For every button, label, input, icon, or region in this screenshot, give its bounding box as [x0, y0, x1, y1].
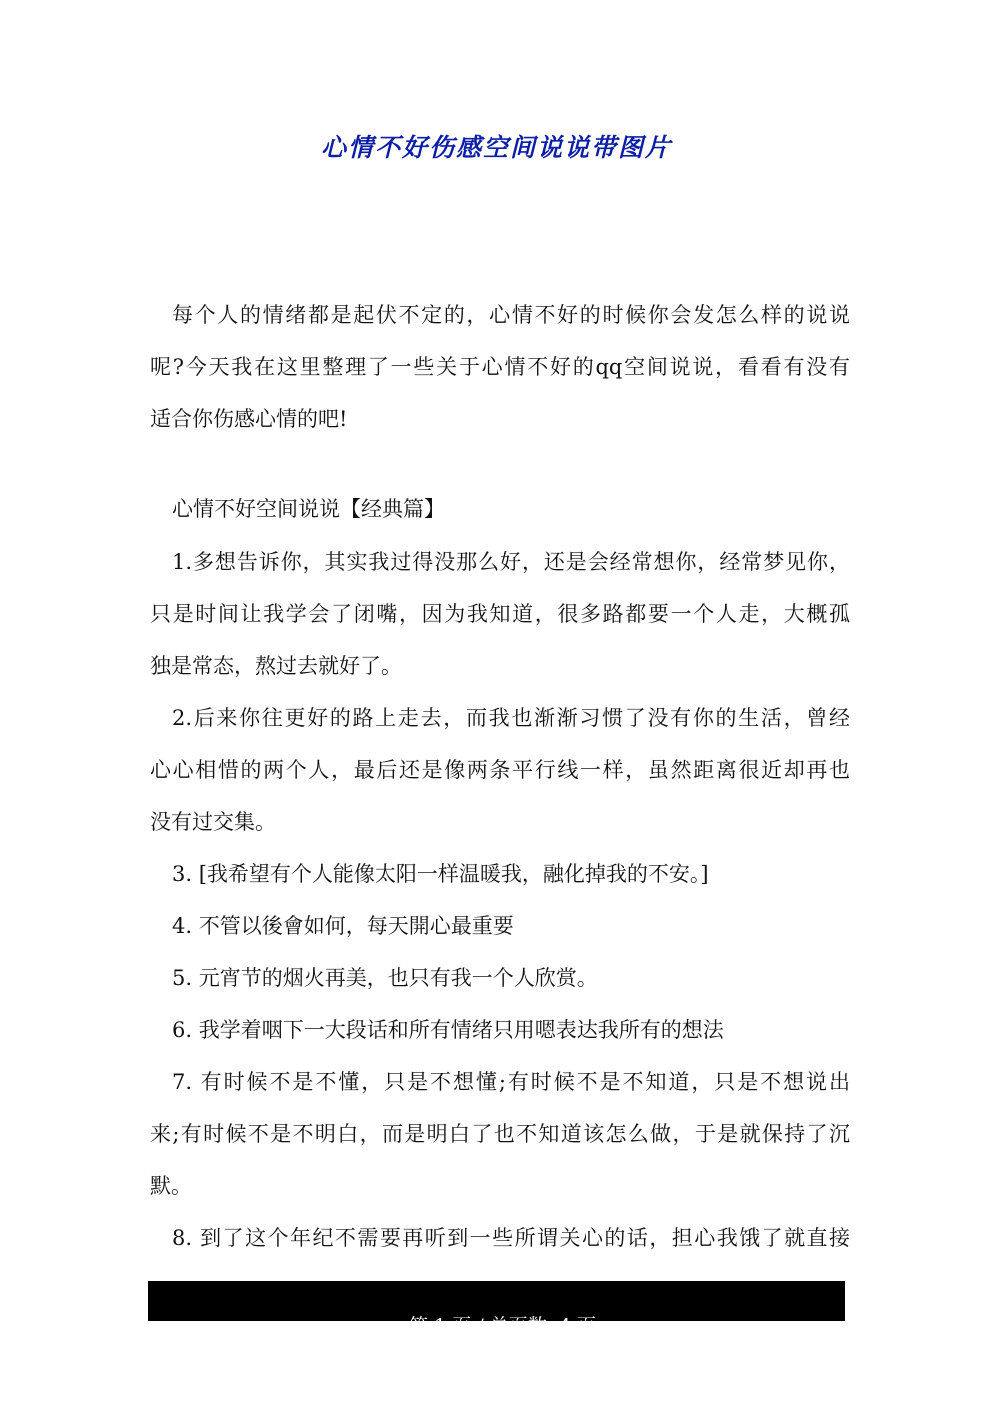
list-item-3: 3. [我希望有个人能像太阳一样温暖我，融化掉我的不安。] — [172, 862, 709, 886]
list-item-2-line-2: 心心相惜的两个人，最后还是像两条平行线一样，虽然距离很近却再也 — [150, 758, 850, 782]
list-item-8-line-1: 8. 到了这个年纪不需要再听到一些所谓关心的话，担心我饿了就直接 — [172, 1226, 850, 1250]
list-item-7-line-3: 默。 — [150, 1174, 192, 1198]
section-heading: 心情不好空间说说【经典篇】 — [172, 497, 445, 521]
page-footer — [148, 1281, 845, 1337]
page-title: 心情不好伤感空间说说带图片 — [320, 133, 672, 162]
list-item-7-line-1: 7. 有时候不是不懂，只是不想懂;有时候不是不知道，只是不想说出 — [172, 1070, 850, 1094]
list-item-7-line-2: 来;有时候不是不明白，而是明白了也不知道该怎么做，于是就保持了沉 — [150, 1122, 850, 1146]
list-item-1-line-1: 1.多想告诉你，其实我过得没那么好，还是会经常想你，经常梦见你， — [172, 550, 850, 574]
page-number-label: 第 1 页 / 总页数 4 页 — [409, 1315, 596, 1337]
list-item-2-line-3: 没有过交集。 — [150, 810, 276, 834]
intro-line-1: 每个人的情绪都是起伏不定的，心情不好的时候你会发怎么样的说说 — [172, 303, 850, 327]
intro-line-2: 呢?今天我在这里整理了一些关于心情不好的qq空间说说，看看有没有 — [150, 355, 850, 379]
list-item-1-line-3: 独是常态，熬过去就好了。 — [150, 654, 402, 678]
list-item-1-line-2: 只是时间让我学会了闭嘴，因为我知道，很多路都要一个人走，大概孤 — [150, 602, 850, 626]
list-item-2-line-1: 2.后来你往更好的路上走去，而我也渐渐习惯了没有你的生活，曾经 — [172, 706, 850, 730]
list-item-6: 6. 我学着咽下一大段话和所有情绪只用嗯表达我所有的想法 — [172, 1018, 724, 1042]
list-item-5: 5. 元宵节的烟火再美，也只有我一个人欣赏。 — [172, 966, 598, 990]
intro-line-3: 适合你伤感心情的吧! — [150, 407, 348, 431]
list-item-4: 4. 不管以後會如何，每天開心最重要 — [172, 914, 514, 938]
